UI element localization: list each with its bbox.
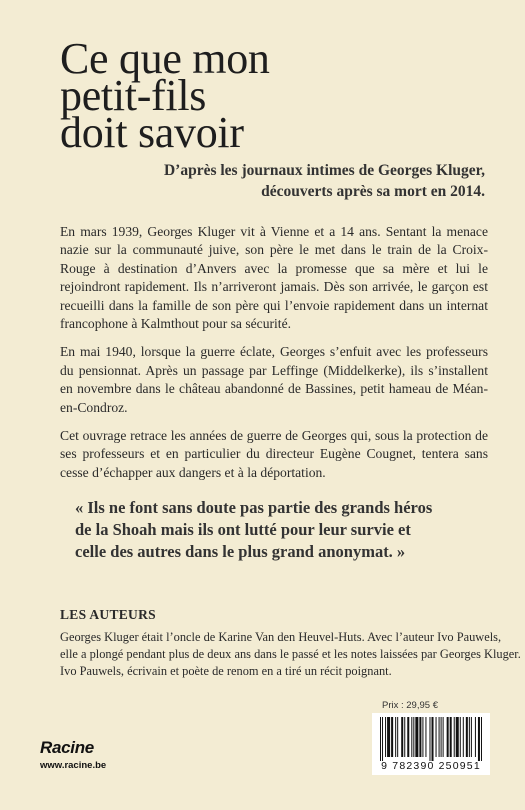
title-line: Ce que mon xyxy=(60,34,270,83)
barcode-bar xyxy=(460,717,461,757)
barcode-bar xyxy=(401,717,403,757)
barcode-bar xyxy=(415,717,418,757)
blurb-paragraph: En mai 1940, lorsque la guerre éclate, Georges s’enfuit avec les professeurs du pensionnat. Après un passage par Leffinge (Middelkerke), ils s’installent en novembre dans le château abandonné de Bassines, petit hameau de Méan-en-Condroz. xyxy=(60,344,488,415)
authors-bio-line: Ivo Pauwels, écrivain et poète de renom en a tiré un récit poignant. xyxy=(60,664,392,678)
barcode-bar xyxy=(404,717,405,757)
title-line: doit savoir xyxy=(60,108,244,157)
price-label: Prix : 29,95 € xyxy=(382,700,438,711)
title-line: petit-fils xyxy=(60,71,207,120)
publisher-logo: Racine xyxy=(40,738,94,757)
barcode-bar xyxy=(478,717,480,761)
barcode-bar xyxy=(397,717,398,757)
quote-line: de la Shoah mais ils ont lutté pour leur survie et xyxy=(75,520,411,539)
book-subtitle xyxy=(60,160,485,202)
book-title xyxy=(60,34,270,157)
isbn-barcode xyxy=(372,713,490,775)
subtitle-line: découverts après sa mort en 2014. xyxy=(261,183,485,200)
barcode-bar xyxy=(456,717,459,757)
subtitle-line: D’après les journaux intimes de Georges Kluger, xyxy=(163,162,485,179)
pull-quote xyxy=(75,497,485,563)
barcode-bar xyxy=(380,717,381,761)
blurb xyxy=(60,223,488,492)
barcode-bar xyxy=(471,717,472,757)
barcode-icon xyxy=(380,717,483,761)
barcode-bar xyxy=(441,717,442,757)
blurb-paragraph: Cet ouvrage retrace les années de guerre de Georges qui, sous la protection de ses professeurs et en particulier du directeur Eugène Cougnet, tentera sans cesse d’échapper aux dangers et à la déportation. xyxy=(60,428,488,480)
publisher-website: www.racine.be xyxy=(40,760,107,771)
barcode-bar xyxy=(387,717,390,757)
barcode-bar xyxy=(447,717,449,757)
barcode-bar xyxy=(413,717,414,757)
barcode-bar xyxy=(466,717,468,757)
barcode-bar xyxy=(439,717,440,757)
barcode-bar xyxy=(391,717,393,757)
barcode-bar xyxy=(411,717,412,757)
barcode-bar xyxy=(463,717,464,757)
barcode-bar xyxy=(395,717,396,757)
barcode-bar xyxy=(432,717,434,761)
barcode-bar xyxy=(450,717,452,757)
barcode-bar xyxy=(475,717,476,757)
quote-line: « Ils ne font sans doute pas partie des grands héros xyxy=(75,498,433,517)
authors-heading: LES AUTEURS xyxy=(60,607,156,622)
quote-line: celle des autres dans le plus grand anonymat. » xyxy=(75,542,406,561)
barcode-bar xyxy=(407,717,409,757)
barcode-bar xyxy=(481,717,482,761)
barcode-bar xyxy=(436,717,437,757)
barcode-bar xyxy=(419,717,421,757)
barcode-bar xyxy=(469,717,470,757)
barcode-bar xyxy=(385,717,386,757)
barcode-bar xyxy=(422,717,423,757)
blurb-paragraph: En mars 1939, Georges Kluger vit à Vienne et a 14 ans. Sentant la menace nazie sur la communauté juive, son père le met dans le train de la Croix-Rouge à destination d’Anvers avec la promesse que sa mère et lui le rejoindront rapidement. Ils n’arriveront jamais. Dès son arrivée, le garçon est recueilli dans la famille de son père qui l’envoie rapidement dans un internat francophone à Kalmthout pour sa sécurité. xyxy=(60,224,488,332)
authors-bio-line: elle a plongé pendant plus de deux ans dans le passé et les notes laissées par Georges Kluger. xyxy=(60,647,521,661)
barcode-bar xyxy=(429,717,430,761)
authors-bio xyxy=(60,629,521,680)
barcode-bar xyxy=(425,717,426,757)
barcode-bar xyxy=(454,717,455,757)
authors-bio-line: Georges Kluger était l’oncle de Karine Van den Heuvel-Huts. Avec l’auteur Ivo Pauwels, xyxy=(60,630,502,644)
isbn-number: 9 782390 250951 xyxy=(381,760,481,772)
barcode-bar xyxy=(443,717,444,757)
barcode-bar xyxy=(382,717,383,761)
